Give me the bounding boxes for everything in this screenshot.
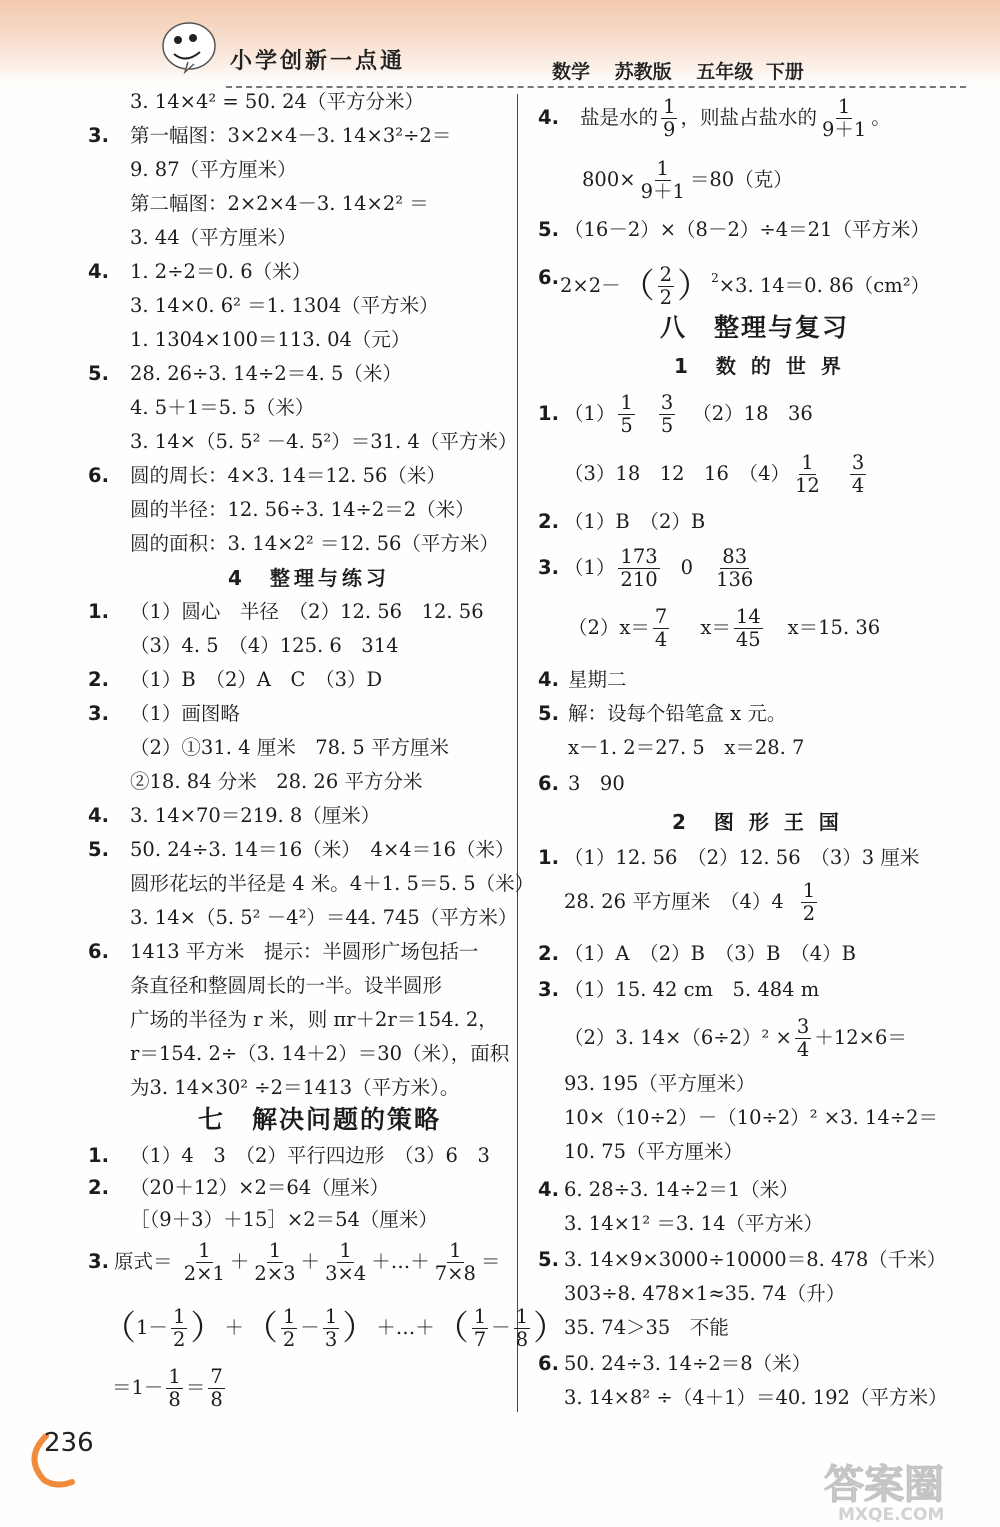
- answer-line: （2）①31. 4 厘米 78. 5 平方厘米: [130, 736, 450, 759]
- term: x＝15. 36: [787, 616, 881, 639]
- fraction: [801, 880, 817, 925]
- fraction: [281, 1306, 297, 1351]
- operator: ＋: [300, 1250, 321, 1273]
- term: 800×: [582, 168, 636, 191]
- operator: ＋: [229, 1250, 250, 1273]
- answer-item: [88, 122, 451, 150]
- answer-line: 28. 26÷3. 14÷2＝4. 5（米）: [130, 362, 402, 385]
- item-number: 3.: [538, 556, 559, 579]
- denominator: 3: [324, 1328, 338, 1351]
- answer-line: 10×（10÷2）－（10÷2）² ×3. 14÷2＝: [564, 1106, 938, 1129]
- fraction: [795, 1016, 811, 1061]
- operator: ＋: [224, 1316, 244, 1339]
- denominator: 2: [172, 1328, 186, 1351]
- numerator: 1: [473, 1305, 487, 1328]
- answer-line: （20＋12）×2＝64（厘米）: [130, 1176, 390, 1199]
- denominator: 2: [659, 286, 673, 309]
- term: ＋12×6＝: [814, 1026, 907, 1049]
- answer-line: 303÷8. 478×1≈35. 74（升）: [564, 1282, 846, 1305]
- term: （2）18 36: [692, 402, 813, 425]
- answer-item: [538, 844, 919, 872]
- denominator: 5: [660, 414, 674, 437]
- answer-line: （1）B （2）B: [564, 510, 706, 533]
- answer-item: [88, 938, 478, 966]
- numerator: 3: [796, 1015, 810, 1038]
- item-number: 5.: [88, 362, 109, 385]
- fraction: [850, 452, 866, 497]
- formula-line: [112, 1366, 228, 1411]
- answer-item: [538, 94, 891, 142]
- item-number: 4.: [538, 1178, 559, 1201]
- denominator: 2×1: [183, 1262, 225, 1285]
- item-number: 3.: [88, 1250, 109, 1273]
- term: （1）: [564, 556, 616, 579]
- chapter-title: 八 整理与复习: [660, 313, 850, 342]
- formula-line: [102, 1306, 567, 1351]
- answer-item: [538, 770, 625, 798]
- operator: ＝: [480, 1250, 501, 1273]
- term: 2×2－: [560, 274, 621, 297]
- paren: （: [434, 1308, 469, 1349]
- numerator: 1: [515, 1305, 529, 1328]
- section-title: 4 整理与练习: [228, 566, 390, 590]
- answer-line: 9. 87（平方厘米）: [130, 158, 297, 181]
- mascot-logo-icon: [158, 18, 220, 74]
- fraction: [323, 1240, 368, 1285]
- fraction: [820, 96, 868, 141]
- item-number: 6.: [88, 940, 109, 963]
- denominator: 2: [282, 1328, 296, 1351]
- answer-line: 3. 14×70＝219. 8（厘米）: [130, 804, 381, 827]
- fraction: [208, 1366, 224, 1411]
- answer-line: ，则盐占盐水的: [680, 106, 817, 129]
- answer-line: 为3. 14×30² ÷2＝1413（平方米）。: [130, 1076, 460, 1099]
- answer-line: 4. 5＋1＝5. 5（米）: [130, 396, 315, 419]
- answer-item: [538, 1246, 946, 1274]
- item-number: 5.: [88, 838, 109, 861]
- fraction: [514, 1306, 530, 1351]
- numerator: 2: [659, 263, 673, 286]
- fraction: [658, 264, 674, 309]
- denominator: 136: [716, 568, 754, 591]
- answer-item: [88, 802, 380, 830]
- item-number: 3.: [538, 978, 559, 1001]
- answer-item: [538, 390, 813, 438]
- answer-line: （1）圆心 半径 （2）12. 56 12. 56: [130, 600, 484, 623]
- denominator: 5: [620, 414, 633, 437]
- answer-line: 3 90: [568, 772, 625, 795]
- answer-line: [538, 878, 820, 926]
- svg-text:答案圈: 答案圈: [824, 1462, 944, 1508]
- answer-line: （1）12. 56 （2）12. 56 （3）3 厘米: [564, 846, 920, 869]
- page-number: 236: [44, 1428, 94, 1458]
- numerator: 1: [198, 1239, 211, 1262]
- grade: 五年级: [696, 61, 754, 83]
- answer-item: [538, 508, 705, 536]
- answer-line: 第一幅图：3×2×4－3. 14×3²÷2＝: [130, 124, 452, 147]
- paren: （: [620, 266, 655, 307]
- item-number: 5.: [538, 702, 559, 725]
- subject: 数学: [552, 61, 591, 83]
- formula-label: 原式＝: [114, 1250, 173, 1273]
- item-number: 2.: [88, 1176, 109, 1199]
- denominator: 7×8: [434, 1262, 476, 1285]
- item-number: 4.: [538, 106, 559, 129]
- paren: ）: [533, 1308, 568, 1349]
- item-number: 1.: [88, 1144, 109, 1167]
- answer-line: 1413 平方米 提示：半圆形广场包括一: [130, 940, 479, 963]
- numerator: 1: [449, 1239, 462, 1262]
- answer-item: [88, 258, 311, 286]
- header-band: [0, 0, 1000, 82]
- book-info: [552, 57, 822, 84]
- answer-item: [88, 598, 484, 626]
- answer-item: [538, 1176, 799, 1204]
- answer-line: 圆的面积：3. 14×2² ＝12. 56（平方米）: [130, 532, 499, 555]
- column-divider: [517, 94, 518, 1412]
- answer-line: （1）B （2）A C （3）D: [130, 668, 383, 691]
- operator: ＝: [185, 1376, 206, 1399]
- operator: －: [491, 1316, 511, 1339]
- operator: －: [148, 1316, 168, 1339]
- denominator: 210: [620, 568, 658, 591]
- answer-line: 3. 14×1² ＝3. 14（平方米）: [564, 1212, 823, 1235]
- answer-line: 圆的周长：4×3. 14＝12. 56（米）: [130, 464, 446, 487]
- answer-item: [538, 544, 758, 592]
- watermark-logo-icon: [824, 1456, 974, 1522]
- answer-line: [538, 450, 869, 498]
- paren: ）: [342, 1308, 377, 1349]
- answer-line: ②18. 84 分米 28. 26 平方分米: [130, 770, 423, 793]
- answer-line: [538, 604, 880, 652]
- answer-line: [538, 1014, 907, 1062]
- answer-line: 3. 14×（5. 5² －4. 5²）＝31. 4（平方米）: [130, 430, 518, 453]
- answer-line: （1）画图略: [130, 702, 240, 725]
- paren: （: [102, 1308, 136, 1349]
- answer-item: [88, 462, 446, 490]
- operator: ＋…＋: [371, 1250, 430, 1273]
- fraction: [433, 1240, 478, 1285]
- numerator: 1: [268, 1239, 282, 1262]
- answer-line: 第二幅图：2×2×4－3. 14×2² ＝: [130, 192, 429, 215]
- fraction: [618, 546, 659, 591]
- fraction: [714, 546, 755, 591]
- answer-line: 条直径和整圆周长的一半。设半圆形: [130, 974, 443, 997]
- item-number: 1.: [538, 846, 559, 869]
- fraction: [653, 606, 669, 651]
- answer-line: 3. 44（平方厘米）: [130, 226, 297, 249]
- denominator: 8: [168, 1388, 181, 1411]
- volume: 下册: [765, 61, 804, 83]
- series-title: 小学创新一点通: [230, 49, 406, 74]
- numerator: 1: [656, 157, 669, 180]
- answer-line: 3. 14×（5. 5² －4²）＝44. 745（平方米）: [130, 906, 518, 929]
- answer-line: 星期二: [568, 668, 627, 691]
- item-number: 6.: [538, 772, 559, 795]
- item-number: 6.: [538, 1352, 559, 1375]
- answer-line: 圆形花坛的半径是 4 米。4＋1. 5＝5. 5（米）: [130, 872, 535, 895]
- item-number: 6.: [88, 464, 109, 487]
- answer-item: [88, 1174, 389, 1202]
- denominator: 12: [795, 474, 820, 497]
- denominator: 4: [654, 628, 668, 651]
- denominator: 2×3: [254, 1262, 296, 1285]
- item-number: 6.: [538, 266, 559, 289]
- denominator: 9: [663, 118, 676, 141]
- answer-line: r＝154. 2÷（3. 14＋2）＝30（米），面积: [130, 1042, 510, 1065]
- answer-item: [88, 700, 240, 728]
- item-number: 3.: [88, 124, 109, 147]
- numerator: 1: [168, 1365, 181, 1388]
- paren: （: [243, 1308, 278, 1349]
- term: 28. 26 平方厘米 （4）4: [564, 890, 784, 913]
- answer-item: [538, 1350, 811, 1378]
- denominator: 3×4: [325, 1262, 367, 1285]
- answer-line: ［（9＋3）＋15］×2＝54（厘米）: [130, 1208, 438, 1231]
- item-number: 2.: [538, 510, 559, 533]
- fraction: [793, 452, 822, 497]
- answer-line: 10. 75（平方厘米）: [564, 1140, 744, 1163]
- item-number: 1.: [538, 402, 559, 425]
- denominator: 7: [473, 1328, 487, 1351]
- answer-line: 。: [871, 106, 891, 129]
- numerator: 1: [324, 1305, 338, 1328]
- numerator: 1: [282, 1305, 296, 1328]
- numerator: 3: [851, 451, 865, 474]
- answer-line: 3. 14×0. 6² ＝1. 1304（平方米）: [130, 294, 439, 317]
- denominator: 8: [210, 1388, 223, 1411]
- fraction: [661, 96, 677, 141]
- denominator: 9＋1: [821, 118, 867, 141]
- denominator: 2: [802, 902, 816, 925]
- item-number: 2.: [538, 942, 559, 965]
- answer-line: 6. 28÷3. 14÷2＝1（米）: [564, 1178, 799, 1201]
- item-number: 4.: [88, 804, 109, 827]
- numerator: 7: [654, 605, 668, 628]
- answer-line: 3. 14×8² ÷（4＋1）＝40. 192（平方米）: [564, 1386, 948, 1409]
- answer-line: x－1. 2＝27. 5 x＝28. 7: [568, 736, 805, 759]
- term: （2）x＝: [568, 616, 650, 639]
- item-number: 3.: [88, 702, 109, 725]
- fraction: [171, 1306, 187, 1351]
- answer-item: [88, 666, 382, 694]
- fraction: [166, 1366, 182, 1411]
- denominator: 8: [515, 1328, 529, 1351]
- paren: ）: [190, 1308, 225, 1349]
- answer-line: 广场的半径为 r 米，则 πr＋2r＝154. 2，: [130, 1008, 498, 1031]
- numerator: 1: [837, 95, 851, 118]
- answer-line: （1）A （2）B （3）B （4）B: [564, 942, 856, 965]
- operator: ＋…＋: [376, 1316, 435, 1339]
- numerator: 83: [722, 545, 748, 568]
- numerator: 1: [172, 1305, 186, 1328]
- numerator: 7: [210, 1365, 223, 1388]
- answer-item: [538, 700, 786, 728]
- answer-line: 50. 24÷3. 14＝16（米） 4×4＝16（米）: [130, 838, 515, 861]
- numerator: 173: [620, 545, 658, 568]
- answer-line: 3. 14×4² = 50. 24（平方分米）: [130, 90, 424, 113]
- answer-line: 圆的半径：12. 56÷3. 14÷2＝2（米）: [130, 498, 475, 521]
- chapter-title: 七 解决问题的策略: [198, 1105, 442, 1134]
- answer-line: 35. 74＞35 不能: [564, 1316, 729, 1339]
- item-number: 5.: [538, 1248, 559, 1271]
- numerator: 1: [801, 451, 814, 474]
- item-number: 4.: [538, 668, 559, 691]
- term: （2）3. 14×（6÷2）² ×: [564, 1026, 792, 1049]
- numerator: 3: [660, 391, 674, 414]
- paren: ）: [677, 266, 712, 307]
- answer-line: （3）4. 5 （4）125. 6 314: [130, 634, 399, 657]
- term: ×3. 14＝0. 86（cm²）: [718, 274, 931, 297]
- answer-line: [538, 156, 793, 204]
- item-number: 1.: [88, 600, 109, 623]
- denominator: 45: [735, 628, 761, 651]
- term: x＝: [700, 616, 731, 639]
- section-title: 2 图 形 王 国: [672, 810, 843, 834]
- answer-line: （16－2）×（8－2）÷4＝21（平方米）: [564, 218, 930, 241]
- fraction: [639, 158, 687, 203]
- term: ＝1－: [112, 1376, 164, 1399]
- answer-item: [538, 976, 819, 1004]
- answer-item: [88, 360, 402, 388]
- answer-line: 3. 14×9×3000÷10000＝8. 478（千米）: [564, 1248, 947, 1271]
- numerator: 1: [339, 1239, 352, 1262]
- answer-item: [538, 666, 627, 694]
- fraction: [472, 1306, 488, 1351]
- fraction: [734, 606, 763, 651]
- answer-line: 1. 1304×100＝113. 04（元）: [130, 328, 411, 351]
- answer-line: （1）15. 42 cm 5. 484 m: [564, 978, 820, 1001]
- denominator: 4: [796, 1038, 810, 1061]
- answer-line: 解：设每个铅笔盒 x 元。: [568, 702, 787, 725]
- numerator: 1: [802, 879, 816, 902]
- operator: －: [300, 1316, 320, 1339]
- answer-item: [88, 1142, 490, 1170]
- fraction: [618, 392, 634, 437]
- denominator: 9＋1: [640, 180, 685, 203]
- answer-item: [88, 1240, 500, 1285]
- svg-text:MXQE.COM: MXQE.COM: [838, 1505, 945, 1522]
- edition: 苏教版: [614, 61, 672, 83]
- answer-line: 1. 2÷2＝0. 6（米）: [130, 260, 312, 283]
- fraction: [659, 392, 675, 437]
- section-title: 1 数 的 世 界: [674, 354, 845, 378]
- answer-line: 93. 195（平方厘米）: [564, 1072, 756, 1095]
- term: 0: [680, 556, 694, 579]
- numerator: 14: [735, 605, 761, 628]
- answer-item: [538, 940, 856, 968]
- fraction: [182, 1240, 227, 1285]
- answer-line: （1）4 3 （2）平行四边形 （3）6 3: [130, 1144, 490, 1167]
- fraction: [252, 1240, 297, 1285]
- item-number: 4.: [88, 260, 109, 283]
- answer-item: [538, 216, 930, 244]
- answer-item: [88, 836, 515, 864]
- denominator: 4: [851, 474, 865, 497]
- term: （3）18 12 16 （4）: [564, 462, 791, 485]
- term: ＝80（克）: [689, 168, 793, 191]
- numerator: 1: [663, 95, 676, 118]
- term: 1: [136, 1316, 149, 1339]
- term: （1）: [564, 402, 616, 425]
- answer-line: 50. 24÷3. 14÷2＝8（米）: [564, 1352, 812, 1375]
- item-number: 5.: [538, 218, 559, 241]
- item-number: 2.: [88, 668, 109, 691]
- answer-line: 盐是水的: [580, 106, 659, 129]
- fraction: [323, 1306, 339, 1351]
- exponent: 2: [711, 271, 719, 285]
- numerator: 1: [620, 391, 633, 414]
- answer-item: [538, 254, 930, 310]
